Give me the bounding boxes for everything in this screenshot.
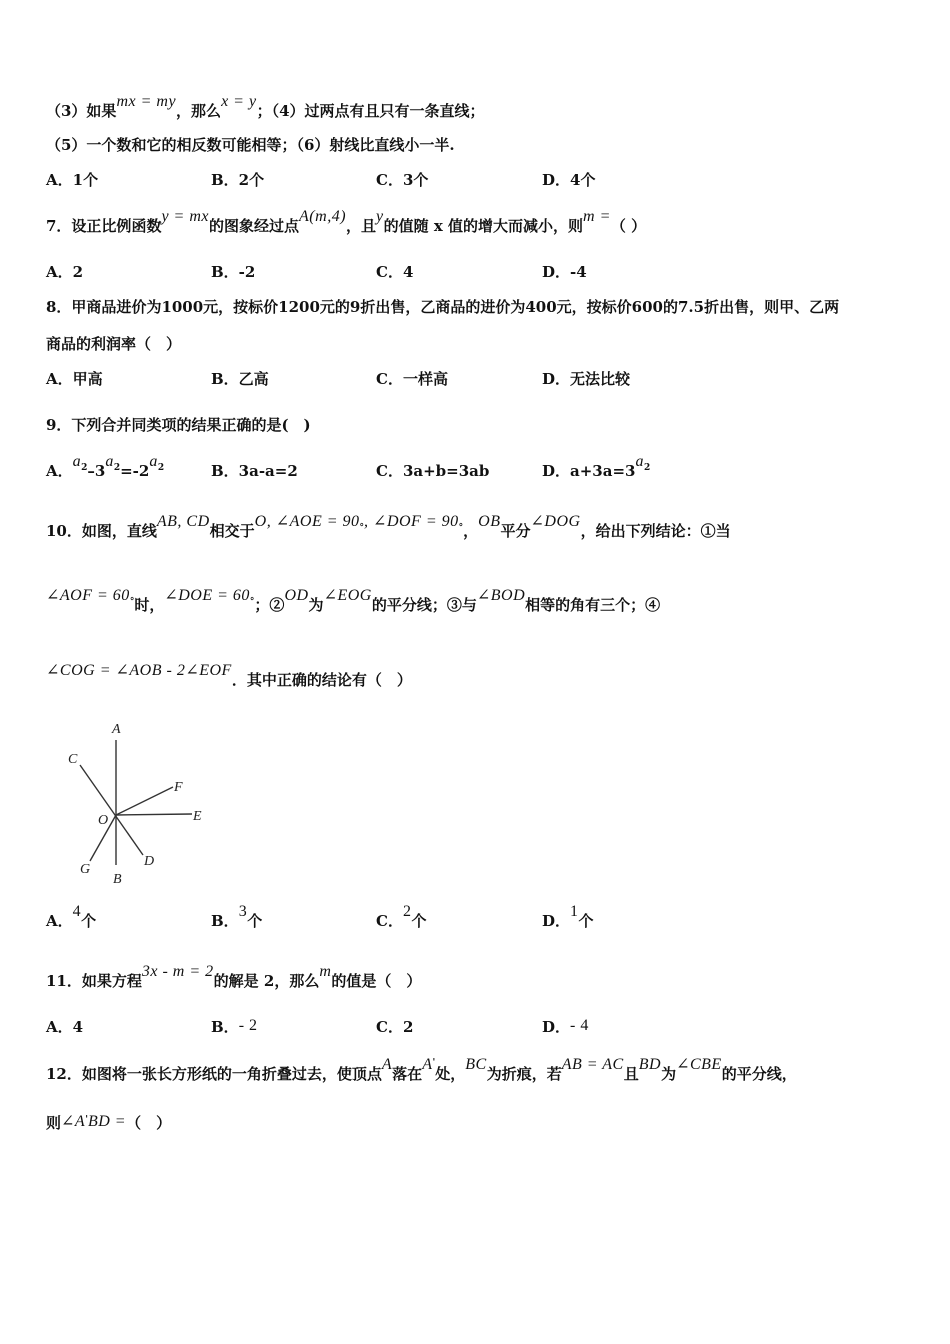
math-expr: y xyxy=(376,208,384,225)
text: D．a+3a=3 xyxy=(542,462,636,480)
q11-option-d[interactable] xyxy=(542,1017,589,1036)
q11-option-b[interactable] xyxy=(211,1017,258,1036)
math-num: - 4 xyxy=(570,1017,589,1034)
q12-stem-line1 xyxy=(46,1056,797,1083)
math-expr: m xyxy=(319,963,332,980)
text: 的值是（ ） xyxy=(331,972,422,990)
math-num: - 2 xyxy=(238,1017,258,1034)
label-d: D xyxy=(144,854,155,869)
q10-option-b[interactable] xyxy=(211,903,263,930)
q10-option-a[interactable] xyxy=(46,903,97,930)
q10-option-d[interactable] xyxy=(542,903,594,930)
math-expr: AB, CD xyxy=(156,513,210,530)
q6-option-a[interactable]: A．1个 xyxy=(46,171,99,189)
text: 个 xyxy=(247,912,263,930)
math-expr: BC xyxy=(465,1056,487,1073)
math-expr: ∠EOG xyxy=(323,587,372,604)
text: –3 xyxy=(87,462,106,480)
q7-option-b[interactable]: B．-2 xyxy=(211,263,256,281)
option-label: C． xyxy=(376,912,403,930)
math-num: 3 xyxy=(238,903,248,920)
q11-stem xyxy=(46,963,422,990)
q11-option-a[interactable]: A．4 xyxy=(46,1018,84,1036)
text: 相等的角有三个；④ xyxy=(525,596,661,614)
text: 为 xyxy=(661,1065,677,1083)
option-label: D． xyxy=(542,1018,571,1036)
option-label: A． xyxy=(46,912,73,930)
math-expr: ∠BOD xyxy=(476,587,526,604)
label-o: O xyxy=(98,813,109,828)
math-expr: , ∠DOF = 90 xyxy=(364,513,459,530)
text: 的平分线， xyxy=(721,1065,797,1083)
q10-option-c[interactable] xyxy=(376,903,427,930)
label-g: G xyxy=(80,862,91,877)
math-num: 1 xyxy=(570,903,579,920)
q8-option-c[interactable]: C．一样高 xyxy=(376,370,448,388)
text: 12．如图将一张长方形纸的一角折叠过去，使顶点 xyxy=(46,1065,382,1083)
text: ， xyxy=(463,522,479,540)
q12-stem-line2 xyxy=(46,1113,172,1132)
text: ；（4）过两点有且只有一条直线； xyxy=(256,102,485,120)
text: 个 xyxy=(578,912,594,930)
exponent: 2 xyxy=(81,463,88,473)
q7-stem xyxy=(46,208,647,235)
label-a: A xyxy=(112,722,121,737)
q11-option-c[interactable]: C．2 xyxy=(376,1018,414,1036)
math-expr: OB xyxy=(478,513,501,530)
exponent: 2 xyxy=(113,463,121,473)
q10-angle-figure xyxy=(60,715,220,890)
math-expr: A xyxy=(381,1056,393,1073)
text: 个 xyxy=(411,912,427,930)
q10-stem-line3 xyxy=(46,662,412,689)
option-label: B． xyxy=(211,1018,239,1036)
math-expr: AB = AC xyxy=(561,1056,624,1073)
q8-stem-line1: 8．甲商品进价为1000元，按标价1200元的9折出售，乙商品的进价为400元，按标价600的7.5折出售，则甲、乙两 xyxy=(46,298,840,316)
text: 相交于 xyxy=(209,522,255,540)
degree: ° xyxy=(249,597,255,607)
q7-option-d[interactable]: D．-4 xyxy=(542,263,587,281)
text: 的解是 2，那么 xyxy=(213,972,320,990)
text: ，给出下列结论：①当 xyxy=(580,522,731,540)
label-b: B xyxy=(113,872,122,887)
text: 为折痕，若 xyxy=(486,1065,562,1083)
math-var: a xyxy=(149,453,158,470)
math-expr: x = y xyxy=(221,93,257,110)
math-expr: OD xyxy=(284,587,309,604)
q6-option-d[interactable]: D．4个 xyxy=(542,171,596,189)
text: ，且 xyxy=(346,217,377,235)
math-expr: m = xyxy=(583,208,611,225)
q8-option-b[interactable]: B．乙高 xyxy=(211,370,269,388)
q9-option-c[interactable]: C．3a+b=3ab xyxy=(376,462,490,480)
text: 7．设正比例函数 xyxy=(46,217,162,235)
math-expr: BD xyxy=(638,1056,662,1073)
text: 的平分线；③与 xyxy=(371,596,477,614)
text: 的图象经过点 xyxy=(209,217,300,235)
option-label: A． xyxy=(46,462,73,480)
math-var: a xyxy=(105,453,114,470)
text: =-2 xyxy=(120,462,150,480)
label-f: F xyxy=(174,780,183,795)
math-expr: 3x - m = 2 xyxy=(141,963,214,980)
option-label: D． xyxy=(542,912,571,930)
degree: ° xyxy=(359,523,365,533)
q9-option-b[interactable]: B．3a-a=2 xyxy=(211,462,298,480)
ray-oe xyxy=(116,814,192,815)
text: 11．如果方程 xyxy=(46,972,142,990)
text: （ ） xyxy=(126,1114,172,1132)
math-num: 2 xyxy=(402,903,412,920)
label-c: C xyxy=(68,752,78,767)
text: 为 xyxy=(308,596,324,614)
text: ；② xyxy=(254,596,285,614)
exponent: 2 xyxy=(643,463,651,473)
text: 时， xyxy=(134,596,165,614)
math-expr: A xyxy=(422,1056,433,1073)
math-expr: ∠A xyxy=(61,1113,86,1130)
text: 平分 xyxy=(500,522,531,540)
text: 落在 xyxy=(392,1065,423,1083)
exponent: 2 xyxy=(157,463,165,473)
math-expr: BD = xyxy=(87,1113,127,1130)
q6-option-b[interactable]: B．2个 xyxy=(211,171,265,189)
text: 10．如图，直线 xyxy=(46,522,157,540)
math-expr: O, ∠AOE = 90 xyxy=(254,513,360,530)
math-expr: A(m,4) xyxy=(299,208,347,225)
q7-option-c[interactable]: C．4 xyxy=(376,263,414,281)
q9-stem: 9．下列合并同类项的结果正确的是( ) xyxy=(46,416,311,434)
text: 且 xyxy=(623,1065,639,1083)
label-e: E xyxy=(193,809,202,824)
math-expr: y = mx xyxy=(161,208,210,225)
math-expr: ∠DOE = 60 xyxy=(164,587,250,604)
q6-option-c[interactable]: C．3个 xyxy=(376,171,429,189)
math-expr: ∠COG = ∠AOB - 2∠EOF xyxy=(46,662,232,679)
text: 个 xyxy=(81,912,97,930)
degree: ° xyxy=(458,523,464,533)
text: 的值随 x 值的增大而减小，则 xyxy=(383,217,584,235)
prime: ' xyxy=(432,1058,436,1068)
line-cd xyxy=(80,765,143,855)
q6-statement-3-4 xyxy=(46,93,485,120)
q8-stem-line2: 商品的利润率（ ） xyxy=(46,335,182,353)
math-expr: mx = my xyxy=(116,93,177,110)
q9-option-d[interactable] xyxy=(542,453,651,480)
q8-option-a[interactable]: A．甲高 xyxy=(46,370,103,388)
math-expr: ∠AOF = 60 xyxy=(46,587,130,604)
math-expr: ∠CBE xyxy=(676,1056,722,1073)
text: 则 xyxy=(46,1114,62,1132)
option-label: B． xyxy=(211,912,239,930)
math-var: a xyxy=(635,453,644,470)
math-expr: ∠DOG xyxy=(530,513,581,530)
q8-option-d[interactable]: D．无法比较 xyxy=(542,370,631,388)
text: ．其中正确的结论有（ ） xyxy=(231,671,412,689)
q6-statement-5-6: （5）一个数和它的相反数可能相等；（6）射线比直线小一半. xyxy=(46,136,455,154)
q9-option-a[interactable] xyxy=(46,453,165,480)
prime: ' xyxy=(85,1115,88,1125)
math-num: 4 xyxy=(72,903,82,920)
text: （3）如果 xyxy=(46,102,117,120)
degree: ° xyxy=(129,597,135,607)
text: 处， xyxy=(435,1065,466,1083)
ray-of xyxy=(116,787,173,815)
q10-stem-line2 xyxy=(46,587,661,614)
q10-stem-line1 xyxy=(46,513,731,540)
math-var: a xyxy=(72,453,82,470)
text: （ ） xyxy=(610,217,647,235)
q7-option-a[interactable]: A．2 xyxy=(46,263,84,281)
text: ，那么 xyxy=(176,102,222,120)
